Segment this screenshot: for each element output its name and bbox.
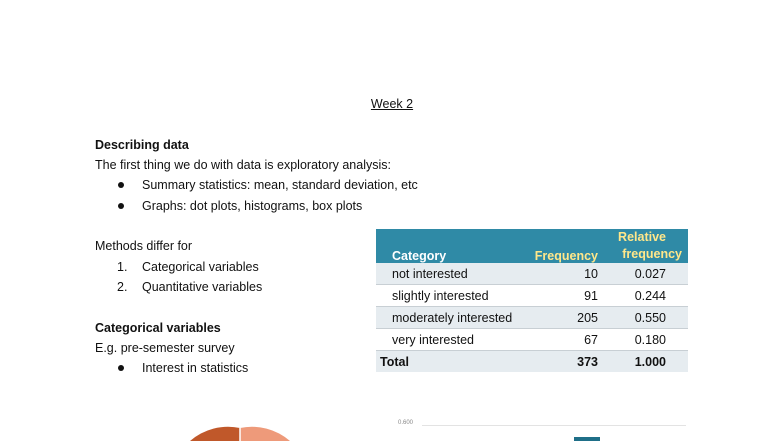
cell-frequency: 205 <box>531 307 602 329</box>
list-item-quantitative: Quantitative variables <box>142 280 263 294</box>
cell-relative: 0.550 <box>602 307 688 329</box>
pie-chart-partial <box>180 420 310 441</box>
bar-chart-gridline <box>422 425 686 426</box>
cell-category: slightly interested <box>376 285 531 307</box>
header-category: Category <box>376 229 531 263</box>
total-label: Total <box>376 351 531 373</box>
bar-chart-bar <box>574 437 600 441</box>
cell-relative: 0.244 <box>602 285 688 307</box>
pie-slice-light <box>240 427 290 441</box>
bullet-graphs: Graphs: dot plots, histograms, box plots <box>142 199 363 213</box>
frequency-table <box>376 229 688 372</box>
methods-intro: Methods differ for <box>95 239 193 253</box>
table-total-row <box>376 351 688 373</box>
table-row <box>376 329 688 351</box>
pie-slice-dark <box>190 427 240 441</box>
cell-frequency: 67 <box>531 329 602 351</box>
bullet-dot <box>118 182 124 188</box>
total-relative: 1.000 <box>602 351 688 373</box>
bullet-interest: Interest in statistics <box>142 361 249 375</box>
page-heading <box>0 96 784 112</box>
table-header-row <box>376 229 688 246</box>
bullet-summary-stats: Summary statistics: mean, standard deviation, etc <box>142 178 418 192</box>
list-item-categorical: Categorical variables <box>142 260 259 274</box>
section-title-describing: Describing data <box>95 138 189 152</box>
cell-relative: 0.027 <box>602 263 688 285</box>
table-row <box>376 307 688 329</box>
bullet-dot <box>118 365 124 371</box>
header-relative-bottom: frequency <box>602 246 688 263</box>
cell-category: moderately interested <box>376 307 531 329</box>
categorical-example: E.g. pre-semester survey <box>95 341 235 355</box>
list-number-2: 2. <box>117 280 128 294</box>
describing-intro: The first thing we do with data is exploratory analysis: <box>95 158 391 172</box>
bullet-dot <box>118 203 124 209</box>
table-row <box>376 263 688 285</box>
table-row <box>376 285 688 307</box>
heading-text: Week 2 <box>370 97 414 111</box>
bar-chart-top-tick: 0.600 <box>398 420 414 426</box>
header-relative-top: Relative <box>602 229 688 246</box>
total-frequency: 373 <box>531 351 602 373</box>
cell-relative: 0.180 <box>602 329 688 351</box>
header-frequency: Frequency <box>531 229 602 263</box>
section-title-categorical: Categorical variables <box>95 321 221 335</box>
cell-frequency: 10 <box>531 263 602 285</box>
cell-category: not interested <box>376 263 531 285</box>
cell-category: very interested <box>376 329 531 351</box>
cell-frequency: 91 <box>531 285 602 307</box>
list-number-1: 1. <box>117 260 128 274</box>
